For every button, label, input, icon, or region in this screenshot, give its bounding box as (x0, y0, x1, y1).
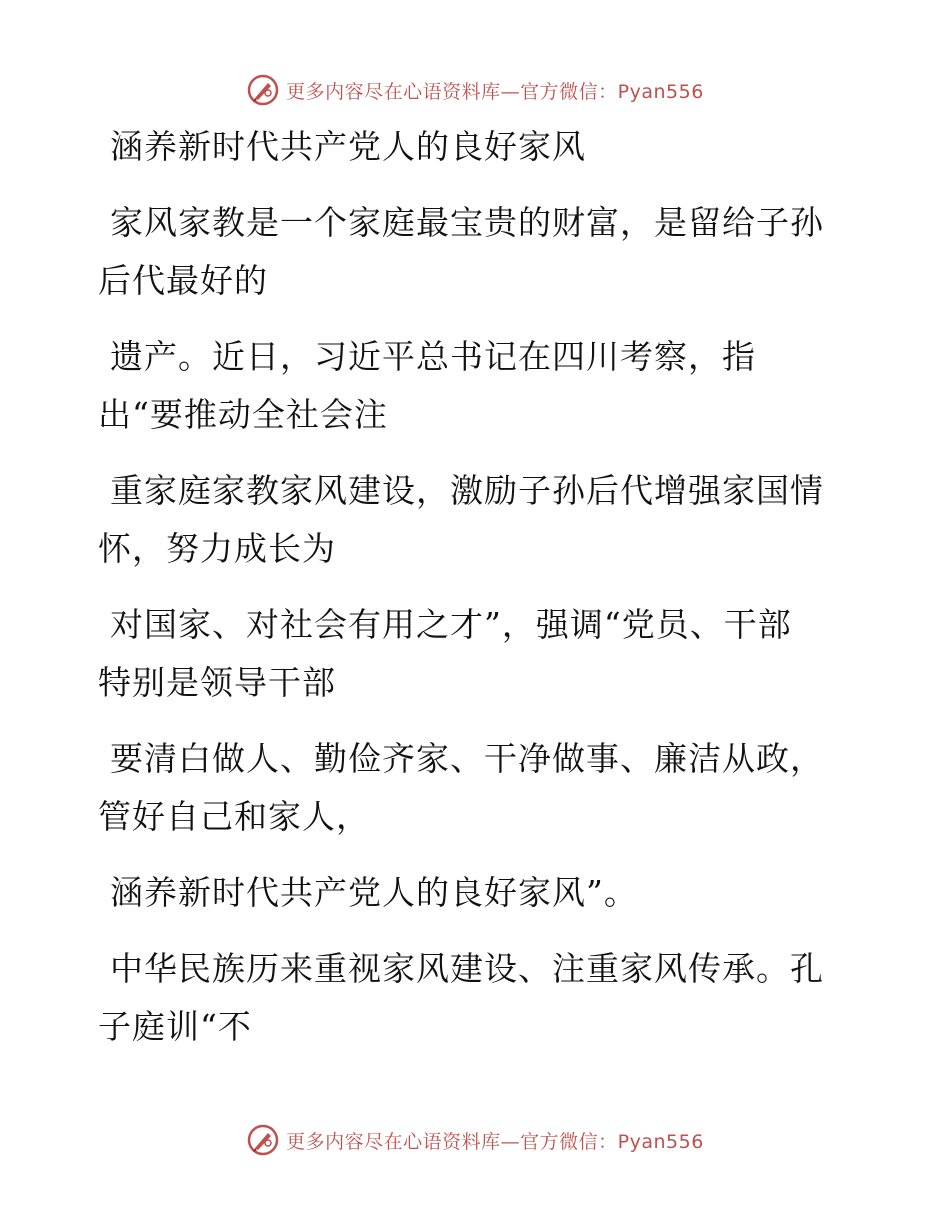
paragraph-line: 子庭训“不 (98, 1007, 252, 1046)
paragraph-line: 涵养新时代共产党人的良好家风”。 (110, 873, 638, 912)
document-body (98, 118, 858, 1056)
paragraph-line: 管好自己和家人， (98, 797, 370, 836)
watermark-wechat-id: Pyan556 (617, 80, 704, 103)
paragraph-line: 怀，努力成长为 (98, 529, 336, 568)
paragraph-line: 特别是领导干部 (98, 663, 336, 702)
paragraph-line: 重家庭家教家风建设，激励子孙后代增强家国情 (110, 471, 824, 510)
pen-logo-icon (246, 73, 280, 107)
header-watermark (0, 70, 950, 110)
paragraph-line: 后代最好的 (98, 261, 268, 300)
watermark-wechat-id: Pyan556 (617, 1130, 704, 1153)
paragraph-line: 出“要推动全社会注 (98, 395, 388, 434)
pen-logo-icon (246, 1123, 280, 1157)
watermark-text: 更多内容尽在心语资料库—官方微信：Pyan556 (286, 1130, 704, 1153)
paragraph-line: 对国家、对社会有用之才”，强调“党员、干部 (110, 605, 792, 644)
watermark-text: 更多内容尽在心语资料库—官方微信：Pyan556 (286, 80, 704, 103)
paragraph-line: 涵养新时代共产党人的良好家风 (110, 127, 586, 166)
paragraph-line: 中华民族历来重视家风建设、注重家风传承。孔 (110, 949, 824, 988)
paragraph-line: 遗产。近日，习近平总书记在四川考察，指 (110, 337, 756, 376)
footer-watermark (0, 1120, 950, 1160)
paragraph-line: 要清白做人、勤俭齐家、干净做事、廉洁从政， (110, 739, 824, 778)
paragraph-line: 家风家教是一个家庭最宝贵的财富，是留给子孙 (110, 203, 824, 242)
